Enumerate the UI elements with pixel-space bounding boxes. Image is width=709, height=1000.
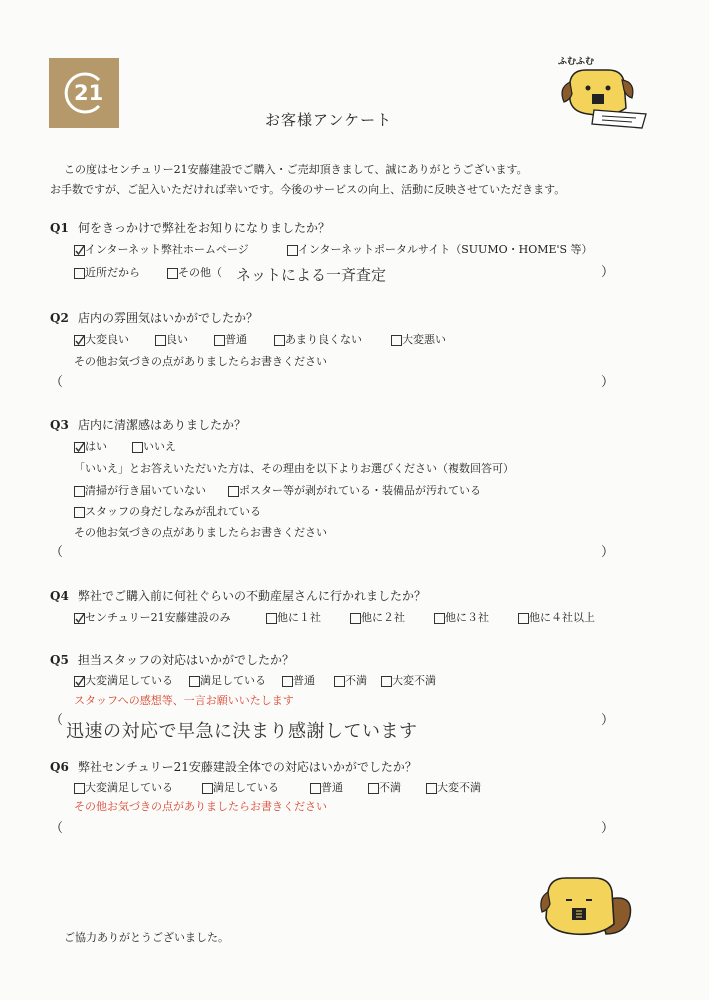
q3-reason-poster: ポスター等が剥がれている・装備品が汚れている bbox=[239, 484, 481, 497]
q3-followup: 「いいえ」とお答えいただいた方は、その理由を以下よりお選びください（複数回答可） bbox=[74, 462, 514, 475]
q6-paren-close: ） bbox=[601, 821, 615, 836]
q4-option-only-us: センチュリー21安藤建設のみ bbox=[85, 611, 231, 624]
check-mark-icon bbox=[75, 677, 84, 686]
q5-checkbox-satisfied[interactable] bbox=[189, 676, 200, 687]
q1-option-other: その他（ bbox=[178, 266, 222, 279]
q6-option-satisfied: 満足している bbox=[213, 781, 279, 794]
q2-option-very-good: 大変良い bbox=[85, 333, 129, 346]
q3-option-yes: はい bbox=[85, 440, 107, 453]
q5-paren-open: （ bbox=[50, 713, 64, 728]
q4-option-four-plus: 他に４社以上 bbox=[529, 611, 595, 624]
q2-comment-prompt: その他お気づきの点がありましたらお書きください bbox=[74, 355, 327, 368]
intro-line-2: お手数ですが、ご記入いただければ幸いです。今後のサービスの向上、活動に反映させていただきます。 bbox=[50, 183, 566, 196]
q1-checkbox-homepage[interactable] bbox=[74, 245, 85, 256]
q1-checkbox-portal[interactable] bbox=[287, 245, 298, 256]
q6-checkbox-dissatisfied[interactable] bbox=[368, 783, 379, 794]
q3-checkbox-poster[interactable] bbox=[228, 486, 239, 497]
q4-checkbox-two-other[interactable] bbox=[350, 613, 361, 624]
q5-checkbox-normal[interactable] bbox=[282, 676, 293, 687]
q5-comment-prompt: スタッフへの感想等、一言お願いいたします bbox=[74, 694, 294, 707]
q2-option-very-bad: 大変悪い bbox=[402, 333, 446, 346]
q1-number: Q1 bbox=[50, 221, 69, 235]
q5-option-satisfied: 満足している bbox=[200, 674, 266, 687]
page-title: お客様アンケート bbox=[265, 111, 393, 129]
mascot-bottom bbox=[536, 870, 636, 940]
q6-option-very-dissatisfied: 大変不満 bbox=[437, 781, 481, 794]
q3-paren-close: ） bbox=[601, 545, 615, 560]
q5-option-very-dissatisfied: 大変不満 bbox=[392, 674, 436, 687]
q2-checkbox-not-good[interactable] bbox=[274, 335, 285, 346]
q3-paren-open: （ bbox=[50, 545, 64, 560]
check-mark-icon bbox=[75, 614, 84, 623]
q2-checkbox-normal[interactable] bbox=[214, 335, 225, 346]
q1-option-portal: インターネットポータルサイト（SUUMO・HOME'S 等） bbox=[298, 243, 593, 256]
logo-text: 21 bbox=[74, 81, 104, 105]
q4-checkbox-four-plus[interactable] bbox=[518, 613, 529, 624]
q2-checkbox-good[interactable] bbox=[155, 335, 166, 346]
q1-question: 何をきっかけで弊社をお知りになりましたか？ bbox=[78, 221, 331, 235]
q6-option-very-satisfied: 大変満足している bbox=[85, 781, 173, 794]
q3-number: Q3 bbox=[50, 418, 69, 432]
check-mark-icon bbox=[75, 246, 84, 255]
q3-checkbox-cleaning[interactable] bbox=[74, 486, 85, 497]
q5-handwritten-answer: 迅速の対応で早急に決まり感謝しています bbox=[66, 721, 418, 742]
q1-checkbox-nearby[interactable] bbox=[74, 268, 85, 279]
q4-option-one-other: 他に１社 bbox=[277, 611, 321, 624]
dog-mascot-bowing-icon bbox=[536, 870, 636, 940]
q2-option-not-good: あまり良くない bbox=[285, 333, 362, 346]
q6-number: Q6 bbox=[50, 760, 69, 774]
q5-option-normal: 普通 bbox=[293, 674, 315, 687]
mascot-top bbox=[552, 52, 662, 132]
q1-option-nearby: 近所だから bbox=[85, 266, 140, 279]
q4-checkbox-one-other[interactable] bbox=[266, 613, 277, 624]
q2-paren-open: （ bbox=[50, 375, 64, 390]
q4-option-three-other: 他に３社 bbox=[445, 611, 489, 624]
q5-paren-close: ） bbox=[601, 713, 615, 728]
q1-paren-close: ） bbox=[601, 265, 615, 280]
q2-checkbox-very-bad[interactable] bbox=[391, 335, 402, 346]
q6-option-dissatisfied: 不満 bbox=[379, 781, 401, 794]
q6-comment-prompt: その他お気づきの点がありましたらお書きください bbox=[74, 800, 327, 813]
closing-message: ご協力ありがとうございました。 bbox=[64, 931, 229, 944]
q2-paren-close: ） bbox=[601, 375, 615, 390]
q1-checkbox-other[interactable] bbox=[167, 268, 178, 279]
q4-option-two-other: 他に２社 bbox=[361, 611, 405, 624]
q4-checkbox-three-other[interactable] bbox=[434, 613, 445, 624]
q5-checkbox-very-satisfied[interactable] bbox=[74, 676, 85, 687]
company-logo bbox=[49, 58, 119, 128]
q1-handwritten-answer: ネットによる一斉査定 bbox=[236, 266, 387, 284]
check-mark-icon bbox=[75, 336, 84, 345]
q4-number: Q4 bbox=[50, 589, 69, 603]
q6-checkbox-very-dissatisfied[interactable] bbox=[426, 783, 437, 794]
q2-option-normal: 普通 bbox=[225, 333, 247, 346]
q3-checkbox-staff-appearance[interactable] bbox=[74, 507, 85, 518]
q4-question: 弊社でご購入前に何社ぐらいの不動産屋さんに行かれましたか？ bbox=[78, 589, 427, 603]
q2-checkbox-very-good[interactable] bbox=[74, 335, 85, 346]
intro-line-1: この度はセンチュリー21安藤建設でご購入・ご売却頂きまして、誠にありがとうございます。 bbox=[64, 163, 528, 176]
check-mark-icon bbox=[75, 443, 84, 452]
q4-checkbox-only-us[interactable] bbox=[74, 613, 85, 624]
q2-number: Q2 bbox=[50, 311, 69, 325]
q1-option-homepage: インターネット弊社ホームページ bbox=[85, 243, 249, 256]
q5-number: Q5 bbox=[50, 653, 69, 667]
q6-checkbox-normal[interactable] bbox=[310, 783, 321, 794]
q3-option-no: いいえ bbox=[143, 440, 176, 453]
q3-checkbox-yes[interactable] bbox=[74, 442, 85, 453]
mascot-sound-text: ふむふむ bbox=[558, 57, 595, 67]
q5-question: 担当スタッフの対応はいかがでしたか？ bbox=[78, 653, 295, 667]
q3-reason-staff-appearance: スタッフの身だしなみが乱れている bbox=[85, 505, 261, 518]
q5-checkbox-dissatisfied[interactable] bbox=[334, 676, 345, 687]
q2-question: 店内の雰囲気はいかがでしたか？ bbox=[78, 311, 259, 325]
q2-option-good: 良い bbox=[166, 333, 188, 346]
q6-checkbox-satisfied[interactable] bbox=[202, 783, 213, 794]
q3-question: 店内に清潔感はありましたか？ bbox=[78, 418, 247, 432]
q5-checkbox-very-dissatisfied[interactable] bbox=[381, 676, 392, 687]
q6-question: 弊社センチュリー21安藤建設全体での対応はいかがでしたか？ bbox=[78, 760, 417, 774]
q6-paren-open: （ bbox=[50, 821, 64, 836]
q3-checkbox-no[interactable] bbox=[132, 442, 143, 453]
q5-option-very-satisfied: 大変満足している bbox=[85, 674, 173, 687]
q5-option-dissatisfied: 不満 bbox=[345, 674, 367, 687]
q6-checkbox-very-satisfied[interactable] bbox=[74, 783, 85, 794]
q6-option-normal: 普通 bbox=[321, 781, 343, 794]
q3-reason-cleaning: 清掃が行き届いていない bbox=[85, 484, 206, 497]
q3-comment-prompt: その他お気づきの点がありましたらお書きください bbox=[74, 526, 327, 539]
